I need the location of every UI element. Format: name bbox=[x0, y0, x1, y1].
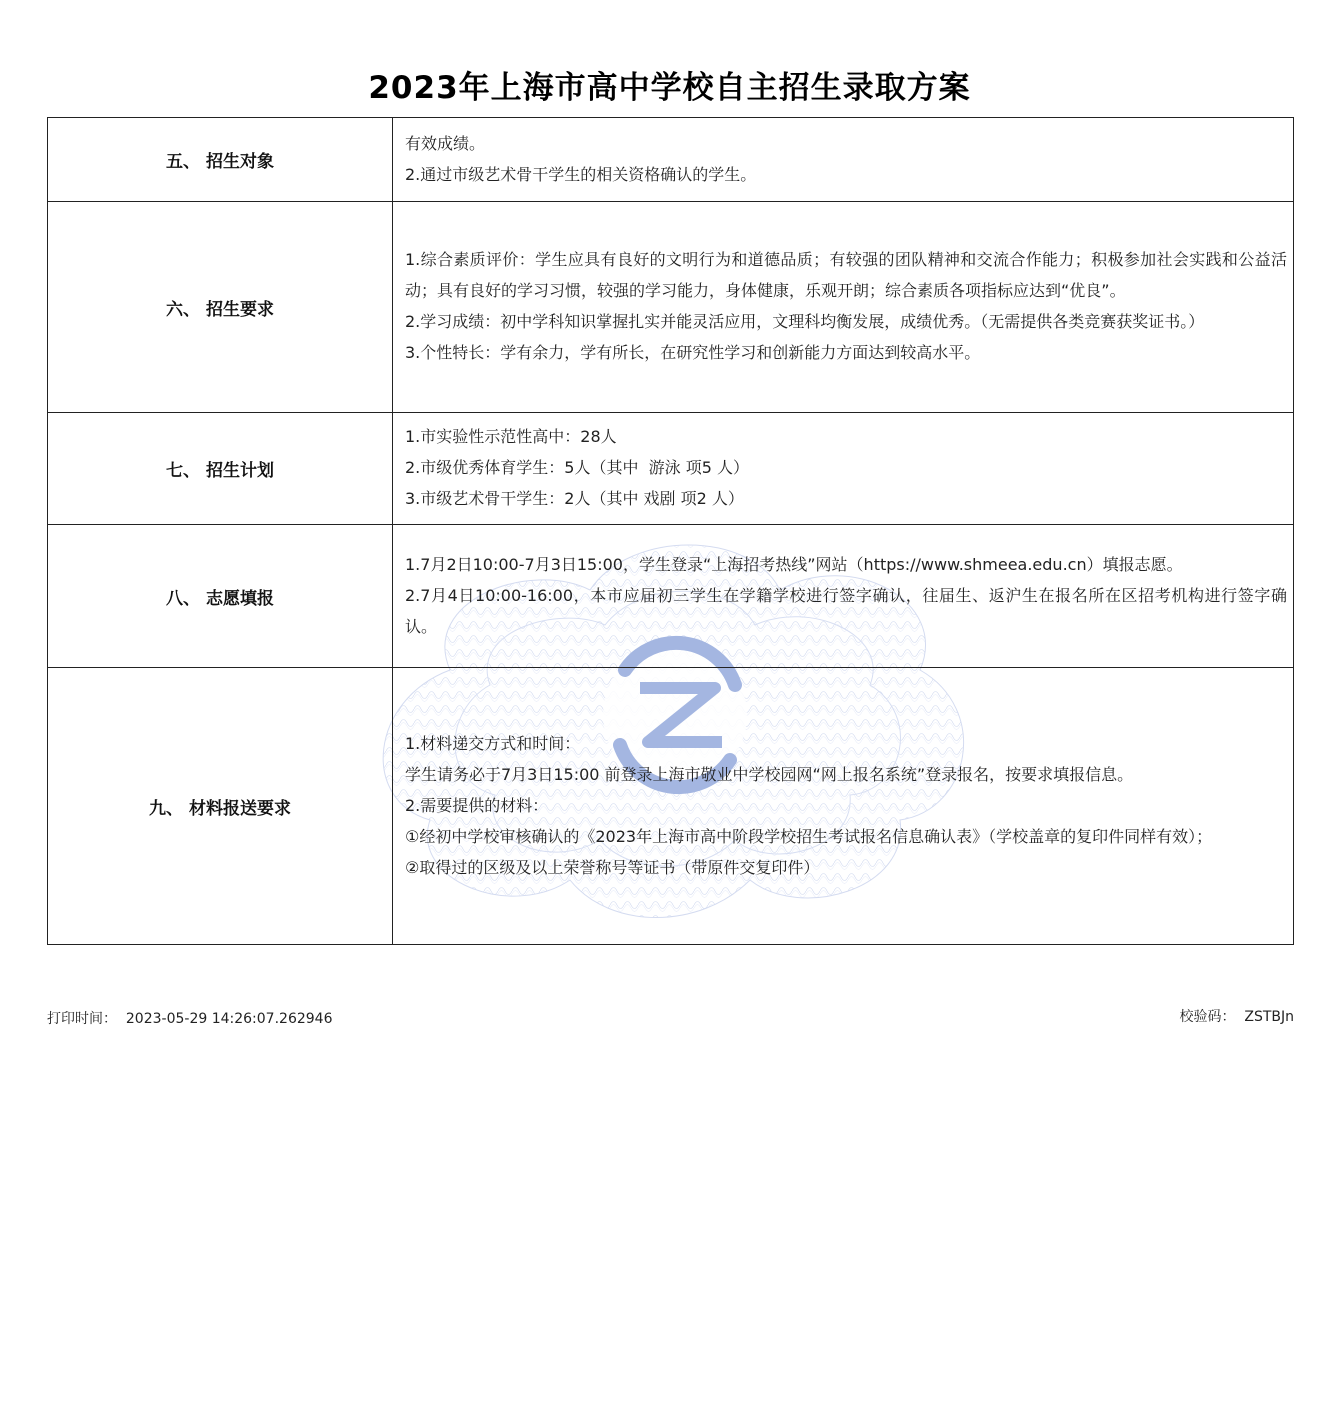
content-line: 2.7月4日10:00-16:00，本市应届初三学生在学籍学校进行签字确认，往届生、返沪生在报名所在区招考机构进行签字确认。 bbox=[405, 585, 1287, 636]
row-content bbox=[393, 668, 1294, 945]
content-line: 2.通过市级艺术骨干学生的相关资格确认的学生。 bbox=[405, 164, 757, 184]
table-row bbox=[48, 413, 1294, 525]
row-label: 七、 招生计划 bbox=[48, 413, 393, 525]
content-line: 3.个性特长：学有余力，学有所长，在研究性学习和创新能力方面达到较高水平。 bbox=[405, 343, 981, 362]
admission-plan-table bbox=[47, 117, 1294, 945]
content-line: 1.市实验性示范性高中：28人 bbox=[405, 427, 617, 446]
row-label: 九、 材料报送要求 bbox=[48, 668, 393, 945]
row-content bbox=[393, 202, 1294, 413]
content-line: 有效成绩。 bbox=[405, 133, 486, 153]
row-content bbox=[393, 525, 1294, 668]
print-time: 打印时间： 2023-05-29 14:26:07.262946 bbox=[47, 1011, 333, 1027]
row-label: 八、 志愿填报 bbox=[48, 525, 393, 668]
content-line: 1.综合素质评价：学生应具有良好的文明行为和道德品质；有较强的团队精神和交流合作能力；积极参加社会实践和公益活动；具有良好的学习习惯，较强的学习能力，身体健康，乐观开朗；综合素质各项指标应达到“优良”。 bbox=[405, 250, 1287, 300]
table-row bbox=[48, 202, 1294, 413]
content-line: 2.需要提供的材料： bbox=[405, 795, 549, 815]
row-content bbox=[393, 413, 1294, 525]
content-line: 2.学习成绩：初中学科知识掌握扎实并能灵活应用，文理科均衡发展，成绩优秀。（无需提供各类竞赛获奖证书。） bbox=[405, 312, 1205, 331]
table-row bbox=[48, 525, 1294, 668]
content-line: 1.7月2日10:00-7月3日15:00，学生登录“上海招考热线”网站（https://www.shmeea.edu.cn）填报志愿。 bbox=[405, 554, 1183, 574]
row-label: 六、 招生要求 bbox=[48, 202, 393, 413]
table-row bbox=[48, 118, 1294, 202]
content-line: ②取得过的区级及以上荣誉称号等证书（带原件交复印件） bbox=[405, 857, 820, 877]
row-content bbox=[393, 118, 1294, 202]
content-line: 学生请务必于7月3日15:00 前登录上海市敬业中学校园网“网上报名系统”登录报名，按要求填报信息。 bbox=[405, 764, 1134, 784]
row-label: 五、 招生对象 bbox=[48, 118, 393, 202]
content-line: 3.市级艺术骨干学生：2人（其中 戏剧 项2 人） bbox=[405, 489, 744, 508]
verify-code: 校验码： ZSTBJn bbox=[1179, 1009, 1294, 1025]
content-line: 1.材料递交方式和时间： bbox=[405, 733, 581, 753]
table-row bbox=[48, 668, 1294, 945]
content-line: 2.市级优秀体育学生：5人（其中 游泳 项5 人） bbox=[405, 458, 749, 477]
page-title: 2023年上海市高中学校自主招生录取方案 bbox=[368, 70, 971, 106]
content-line: ①经初中学校审核确认的《2023年上海市高中阶段学校招生考试报名信息确认表》（学校盖章的复印件同样有效）； bbox=[405, 826, 1213, 846]
